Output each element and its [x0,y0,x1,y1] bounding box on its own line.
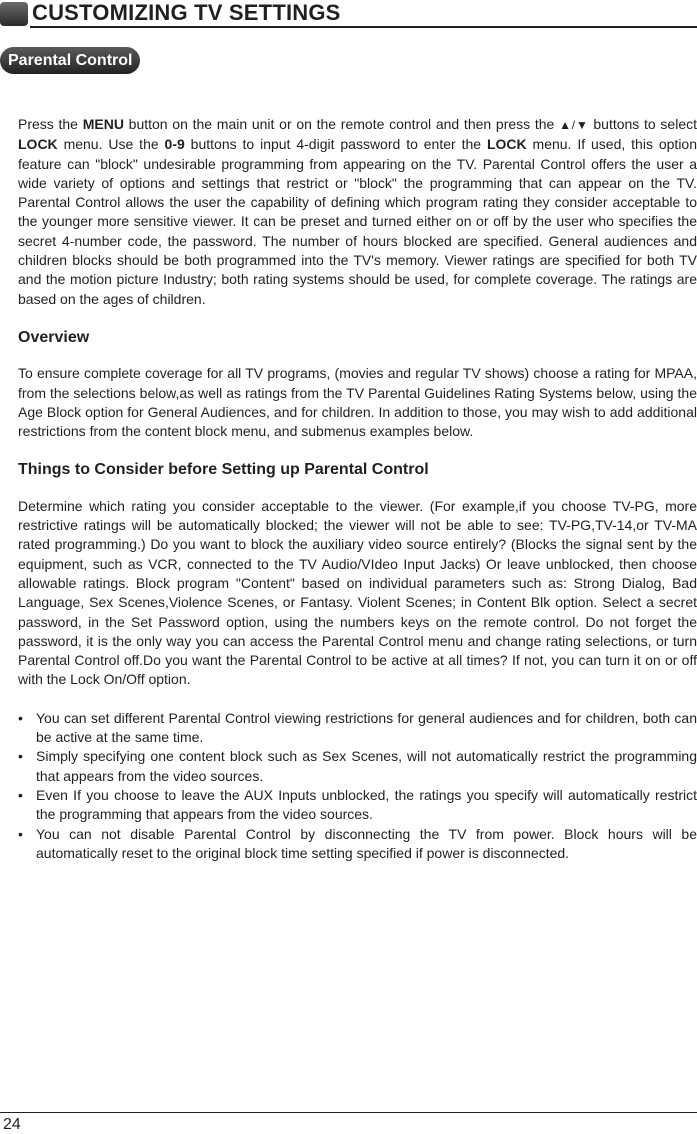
lock-keyword: LOCK [486,136,527,153]
intro-text: buttons to input 4-digit password to enter the [184,136,487,153]
list-item-text: You can not disable Parental Control by disconnecting the TV from power. Block hours will be automatically reset to the original block time setting specified if power is disconnected. [36,825,697,861]
section-marker-icon [0,2,28,26]
list-item [18,709,697,748]
section-tab: Parental Control [0,47,140,74]
intro-text: menu. Use the [57,136,165,153]
overview-heading: Overview [18,328,90,346]
list-item [18,786,697,825]
intro-text: menu. If used, this option feature can "block" undesirable programming from appearing on the TV. Parental Control offers the user a wide variety of options and settings that restrict or "block" the programming that can appear on the TV. Parental Control allows the user the capability of defining which program rating they consider acceptable to the younger more sensitive viewer. It can be preset and turned either on or off by the user who specifies the secret 4-number code, the password. The number of hours blocked are specified. General audiences and children blocks should be both programmed into the TV's memory. Viewer ratings are specified for both TV and the motion picture Industry; both rating systems should be used, for complete coverage. The ratings are based on the ages of children. [18,136,697,307]
page-header [0,0,697,28]
footer-divider [0,1112,697,1113]
intro-paragraph [18,115,697,309]
page-title: CUSTOMIZING TV SETTINGS [32,0,341,25]
lock-keyword: LOCK [18,136,58,153]
notes-list [18,709,697,863]
considerations-paragraph: Determine which rating you consider acceptable to the viewer. (For example,if you choose TV-PG, more restrictive ratings will be automatically blocked; the viewer will not be able to see: TV-PG,TV-14,or TV-MA rated programming.) Do you want to block the auxiliary video source entirely? (Blocks the signal sent by the equipment, such as VCR, connected to the TV Audio/VIdeo Input Jacks) Or leave unblocked, then choose allowable ratings. Block program "Content" based on individual parameters such as: Strong Dialog, Bad Language, Sex Scenes,Violence Scenes, or Fantasy. Violent Scenes; in Content Blk option. Select a secret password, in the Set Password option, using the numbers keys on the remote control. Do not forget the password, it is the only way you can access the Parental Control menu and change rating selections, or turn Parental Control off.Do you want the Parental Control to be active at all times? If not, you can turn it on or off with the Lock On/Off option. [18,497,697,688]
list-item-text: Even If you choose to leave the AUX Inputs unblocked, the ratings you specify will automatically restrict the programming that appears from the video sources. [36,786,697,823]
bullet-icon: • [18,709,23,726]
digits-keyword: 0-9 [164,136,185,153]
page-number: 24 [3,1116,21,1133]
main-content [18,115,697,863]
list-item-text: Simply specifying one content block such as Sex Scenes, will not automatically restrict the programming that appears from the video sources. [36,748,697,784]
intro-text: Press the [18,116,83,132]
list-item [18,747,697,786]
menu-keyword: MENU [82,116,124,132]
up-down-arrows-icon: ▲/▼ [559,118,589,132]
considerations-heading: Things to Consider before Setting up Parental Control [18,461,429,479]
bullet-icon: • [18,748,23,765]
intro-text: button on the main unit or on the remote control and then press the [123,116,560,132]
list-item-text: You can set different Parental Control viewing restrictions for general audiences and for children, both can be active at the same time. [36,709,697,746]
bullet-icon: • [18,786,23,803]
overview-paragraph: To ensure complete coverage for all TV programs, (movies and regular TV shows) choose a rating for MPAA, from the selections below,as well as ratings from the TV Parental Guidelines Rating Systems below, using the Age Block option for General Audiences, and for children. In addition to those, you may wish to add additional restrictions from the content block menu, and submenus examples below. [18,365,697,440]
header-divider [30,26,697,28]
intro-text: buttons to select [588,116,697,132]
bullet-icon: • [18,825,23,842]
list-item [18,825,697,864]
